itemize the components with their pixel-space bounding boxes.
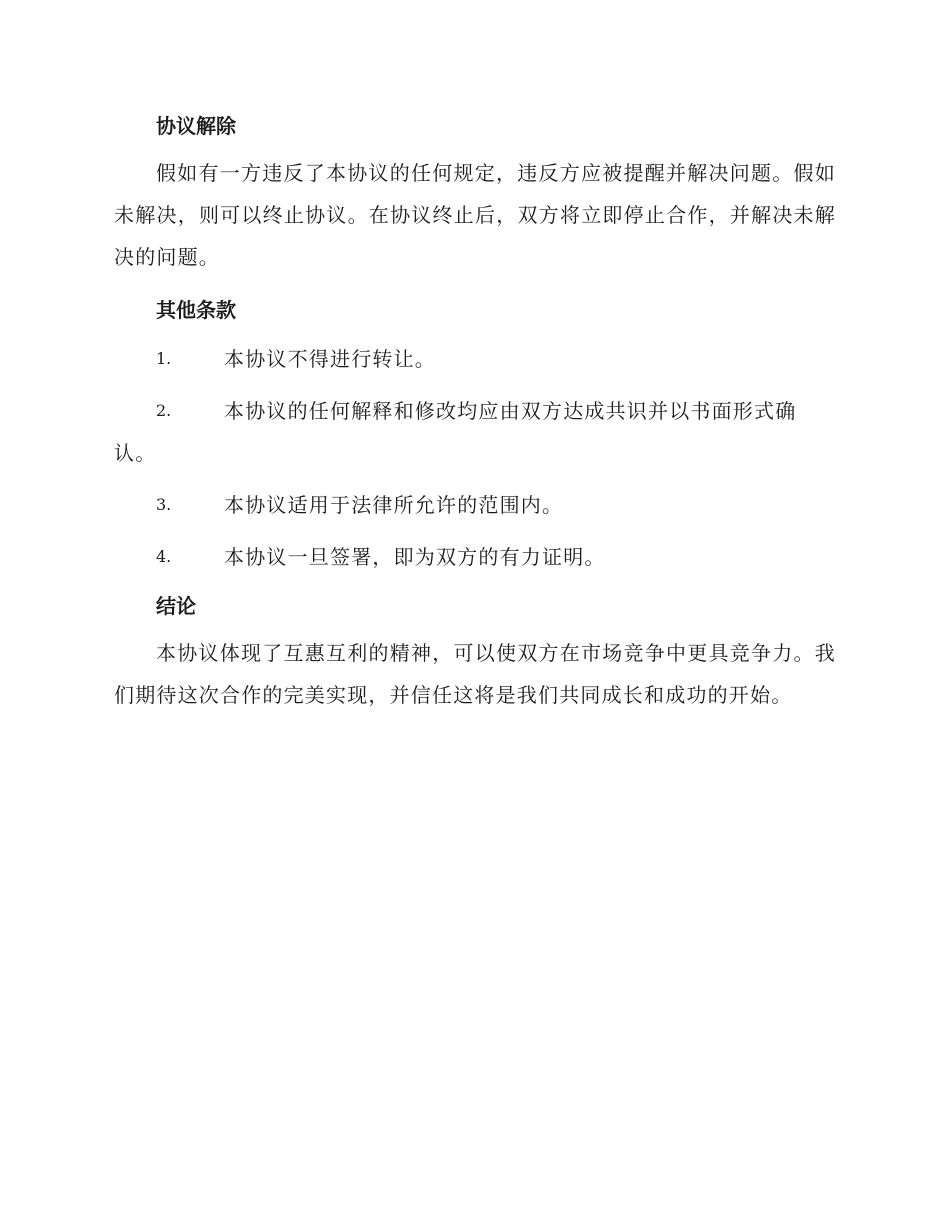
section-heading-termination: 协议解除 [156, 114, 236, 138]
list-item-number: 1. [156, 349, 172, 368]
conclusion-paragraph: 本协议体现了互惠互利的精神，可以使双方在市场竞争中更具竞争力。我们期待这次合作的完美实现，并信任这将是我们共同成长和成功的开始。 [114, 641, 836, 707]
list-item-text: 本协议适用于法律所允许的范围内。 [224, 493, 564, 517]
section-heading-conclusion: 结论 [156, 594, 196, 618]
list-item-number: 2. [156, 401, 172, 420]
document-body [114, 108, 836, 724]
termination-paragraph: 假如有一方违反了本协议的任何规定，违反方应被提醒并解决问题。假如未解决，则可以终止协议。在协议终止后，双方将立即停止合作，并解决未解决的问题。 [114, 161, 836, 269]
list-item [114, 536, 836, 578]
list-item [114, 484, 836, 526]
section-heading-other-terms: 其他条款 [156, 298, 236, 322]
list-item-number: 4. [156, 547, 172, 566]
list-item-text: 本协议的任何解释和修改均应由双方达成共识并以书面形式确认。 [114, 399, 797, 465]
list-item [114, 338, 836, 380]
list-item-text: 本协议不得进行转让。 [224, 347, 436, 371]
list-item-number: 3. [156, 495, 172, 514]
list-item [114, 390, 836, 474]
list-item-text: 本协议一旦签署，即为双方的有力证明。 [224, 545, 606, 569]
